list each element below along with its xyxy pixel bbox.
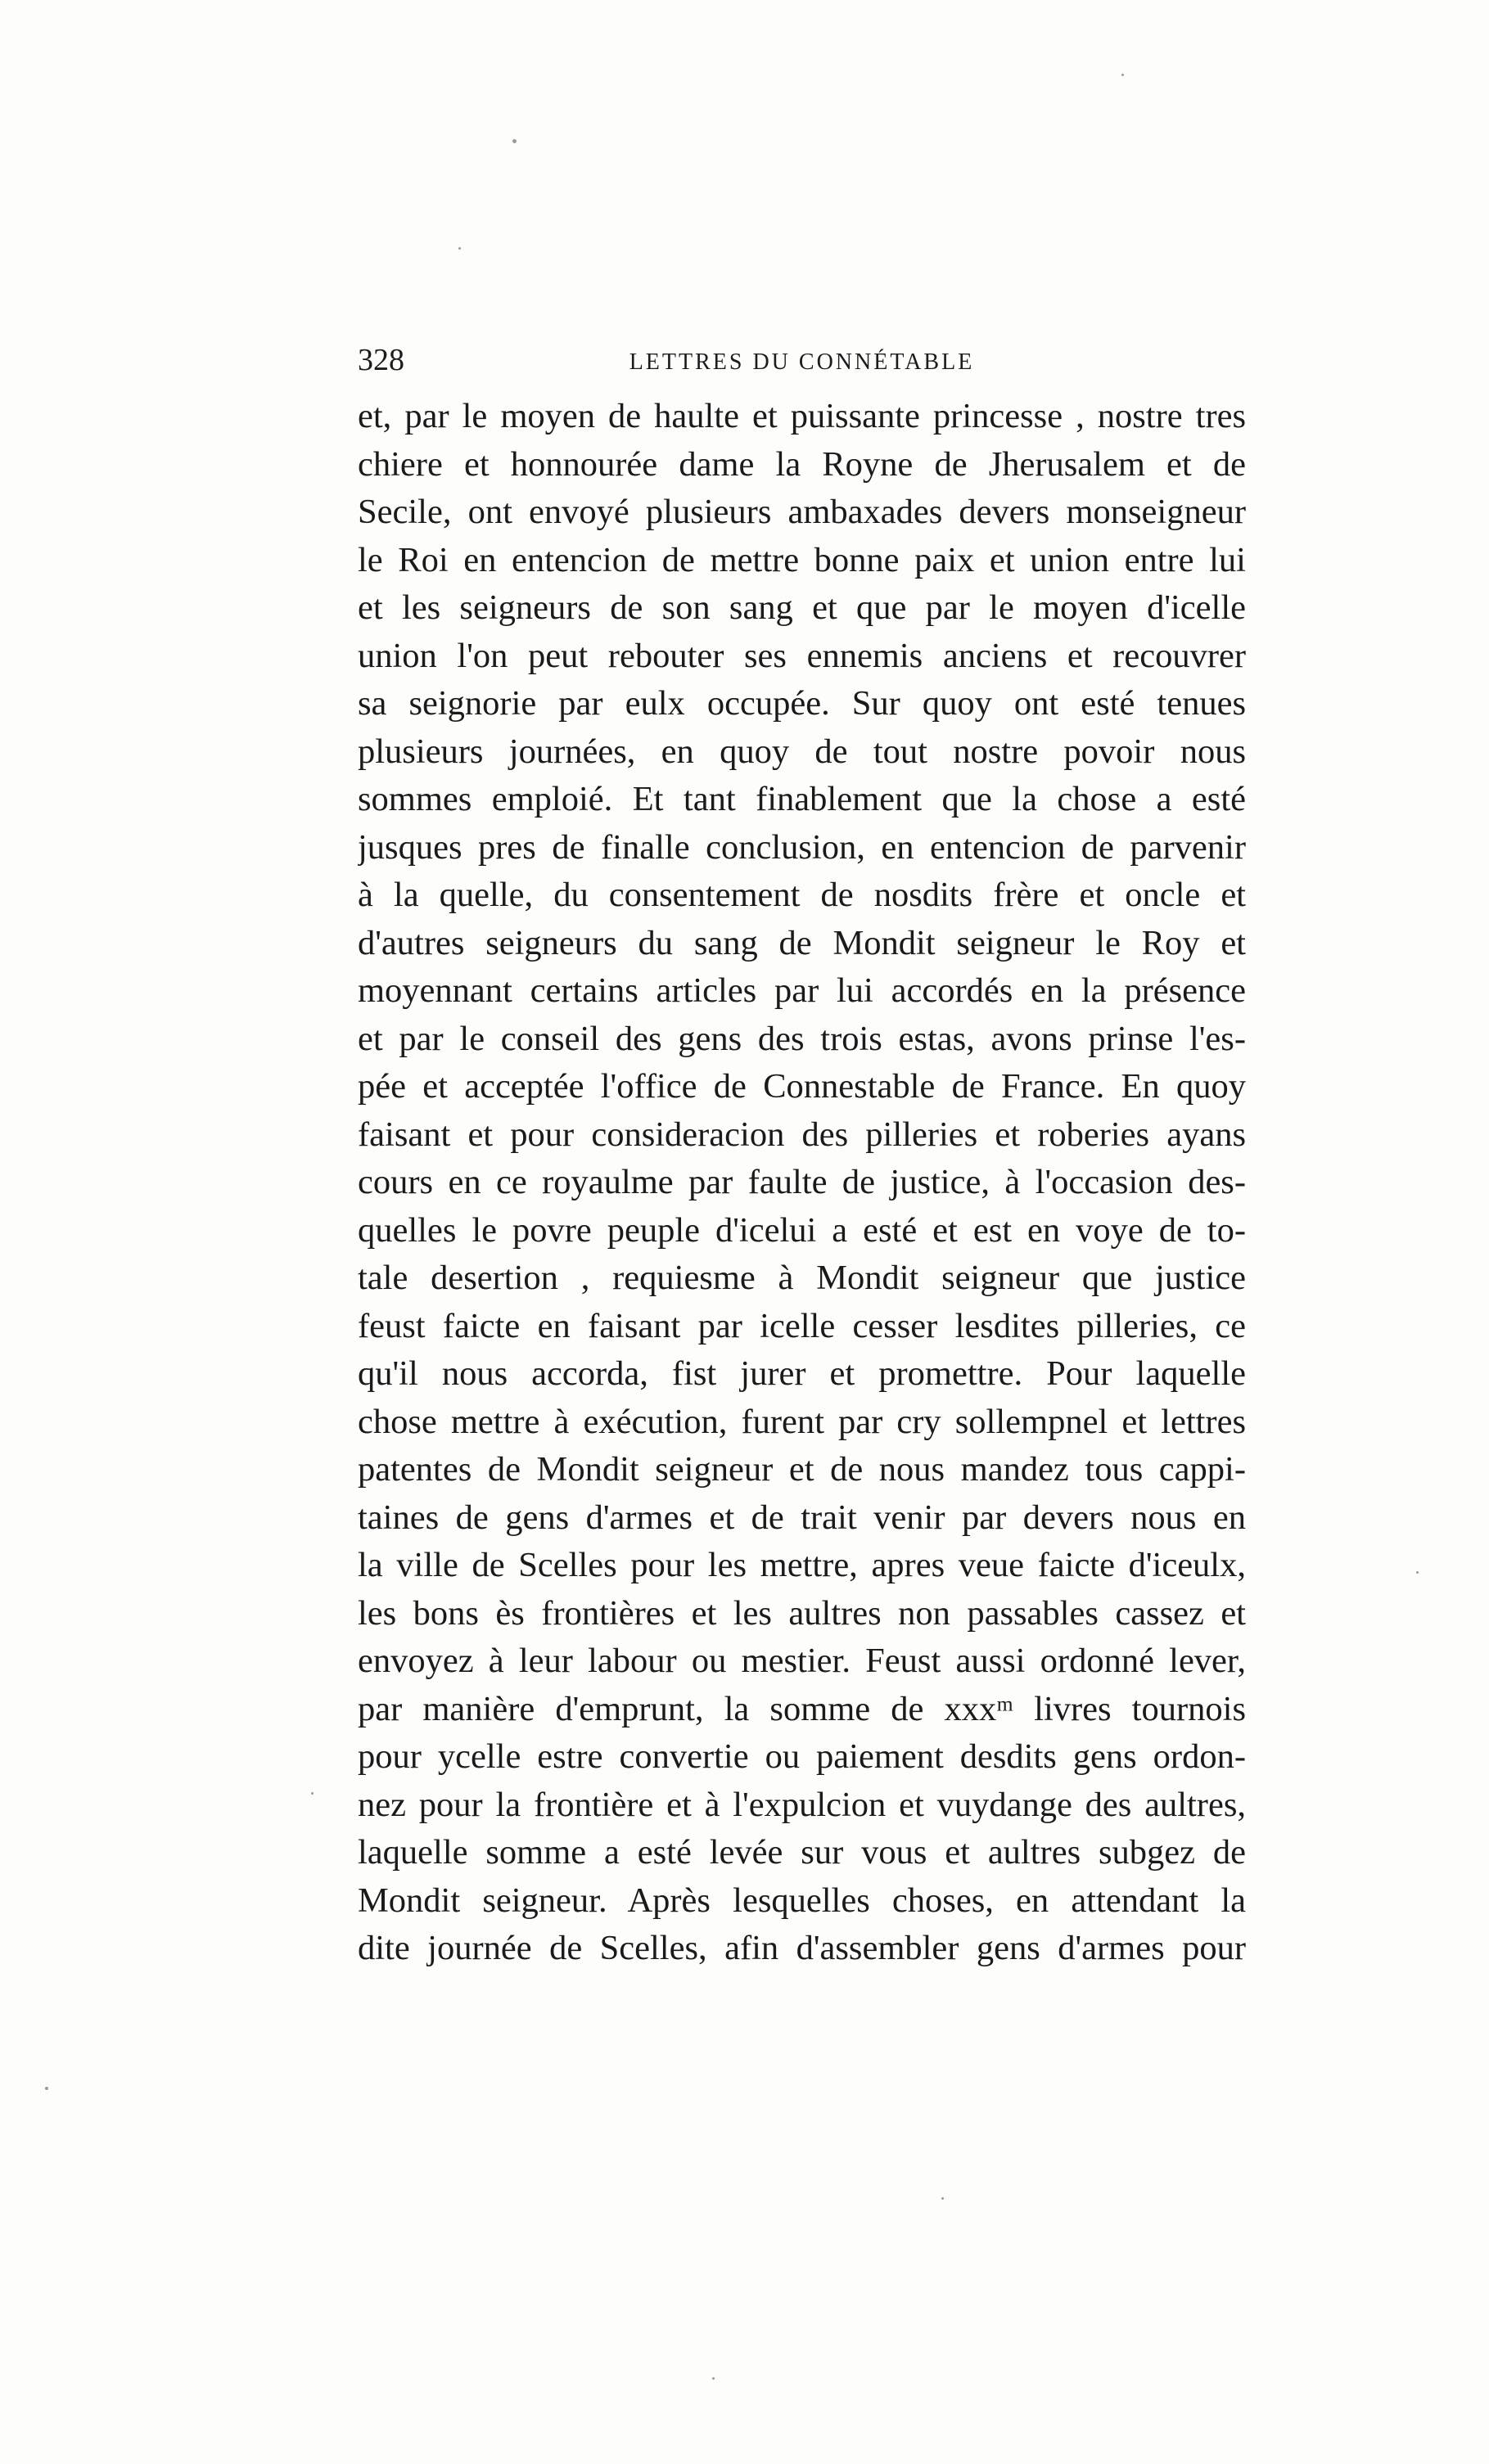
text-line: plusieurs journées, en quoy de tout nostre povoir nous xyxy=(358,732,1246,771)
text-line: la ville de Scelles pour les mettre, apres veue faicte d'iceulx, xyxy=(358,1546,1246,1584)
text-line: envoyez à leur labour ou mestier. Feust aussi ordonné lever, xyxy=(358,1642,1246,1680)
text-line: chiere et honnourée dame la Royne de Jherusalem et de xyxy=(358,444,1246,484)
text-line: nez pour la frontière et à l'expulcion et vuydange des aultres, xyxy=(358,1785,1246,1824)
text-line: et par le conseil des gens des trois estas, avons prinse l'es- xyxy=(358,1019,1246,1058)
text-line: feust faicte en faisant par icelle cesser lesdites pilleries, ce xyxy=(358,1306,1246,1345)
text-line: pour ycelle estre convertie ou paiement desdits gens ordon- xyxy=(358,1737,1246,1776)
text-line: laquelle somme a esté levée sur vous et aultres subgez de xyxy=(358,1833,1246,1872)
text-line: et les seigneurs de son sang et que par le moyen d'icelle xyxy=(358,588,1246,627)
text-line: pée et acceptée l'office de Connestable de France. En quoy xyxy=(358,1067,1246,1106)
text-line: taines de gens d'armes et de trait venir par devers nous en xyxy=(358,1498,1246,1537)
text-line: patentes de Mondit seigneur et de nous mandez tous cappi- xyxy=(358,1450,1246,1489)
text-line: jusques pres de finalle conclusion, en entencion de parvenir xyxy=(358,827,1246,867)
body-text xyxy=(358,393,1246,1973)
text-line: qu'il nous accorda, fist jurer et promettre. Pour laquelle xyxy=(358,1354,1246,1393)
text-line: le Roi en entencion de mettre bonne paix et union entre lui xyxy=(358,540,1246,579)
text-line: Mondit seigneur. Après lesquelles choses, en attendant la xyxy=(358,1881,1246,1920)
page-number: 328 xyxy=(358,343,404,377)
paper-speck xyxy=(512,139,517,143)
text-line: moyennant certains articles par lui accordés en la présence xyxy=(358,971,1246,1010)
page-header xyxy=(358,340,1246,381)
text-line: sa seignorie par eulx occupée. Sur quoy ont esté tenues xyxy=(358,684,1246,723)
text-line: par manière d'emprunt, la somme de xxxᵐ livres tournois xyxy=(358,1689,1246,1728)
paper-speck xyxy=(712,2377,715,2380)
text-line: Secile, ont envoyé plusieurs ambaxades devers monseigneur xyxy=(358,493,1246,531)
text-line: chose mettre à exécution, furent par cry sollempnel et lettres xyxy=(358,1402,1246,1441)
paper-speck xyxy=(45,2087,48,2090)
text-line: cours en ce royaulme par faulte de justice, à l'occasion des- xyxy=(358,1163,1246,1201)
paper-speck xyxy=(458,247,461,250)
text-line: faisant et pour consideracion des pilleries et roberies ayans xyxy=(358,1115,1246,1154)
text-line: union l'on peut rebouter ses ennemis anciens et recouvrer xyxy=(358,636,1246,675)
paper-speck xyxy=(1121,74,1124,76)
paper-speck xyxy=(1416,1571,1419,1574)
text-line: dite journée de Scelles, afin d'assembler gens d'armes pour xyxy=(358,1929,1246,1967)
text-line: quelles le povre peuple d'icelui a esté et est en voye de to- xyxy=(358,1210,1246,1250)
text-line: tale desertion , requiesme à Mondit seigneur que justice xyxy=(358,1259,1246,1297)
paper-speck xyxy=(941,2197,944,2200)
text-line: et, par le moyen de haulte et puissante princesse , nostre tres xyxy=(358,397,1246,435)
text-line: sommes emploié. Et tant finablement que la chose a esté xyxy=(358,780,1246,818)
text-line: les bons ès frontières et les aultres non passables cassez et xyxy=(358,1593,1246,1633)
running-title: LETTRES DU CONNÉTABLE xyxy=(629,349,975,375)
paper-speck xyxy=(311,1792,314,1795)
text-line: à la quelle, du consentement de nosdits frère et oncle et xyxy=(358,876,1246,914)
text-line: d'autres seigneurs du sang de Mondit seigneur le Roy et xyxy=(358,923,1246,962)
